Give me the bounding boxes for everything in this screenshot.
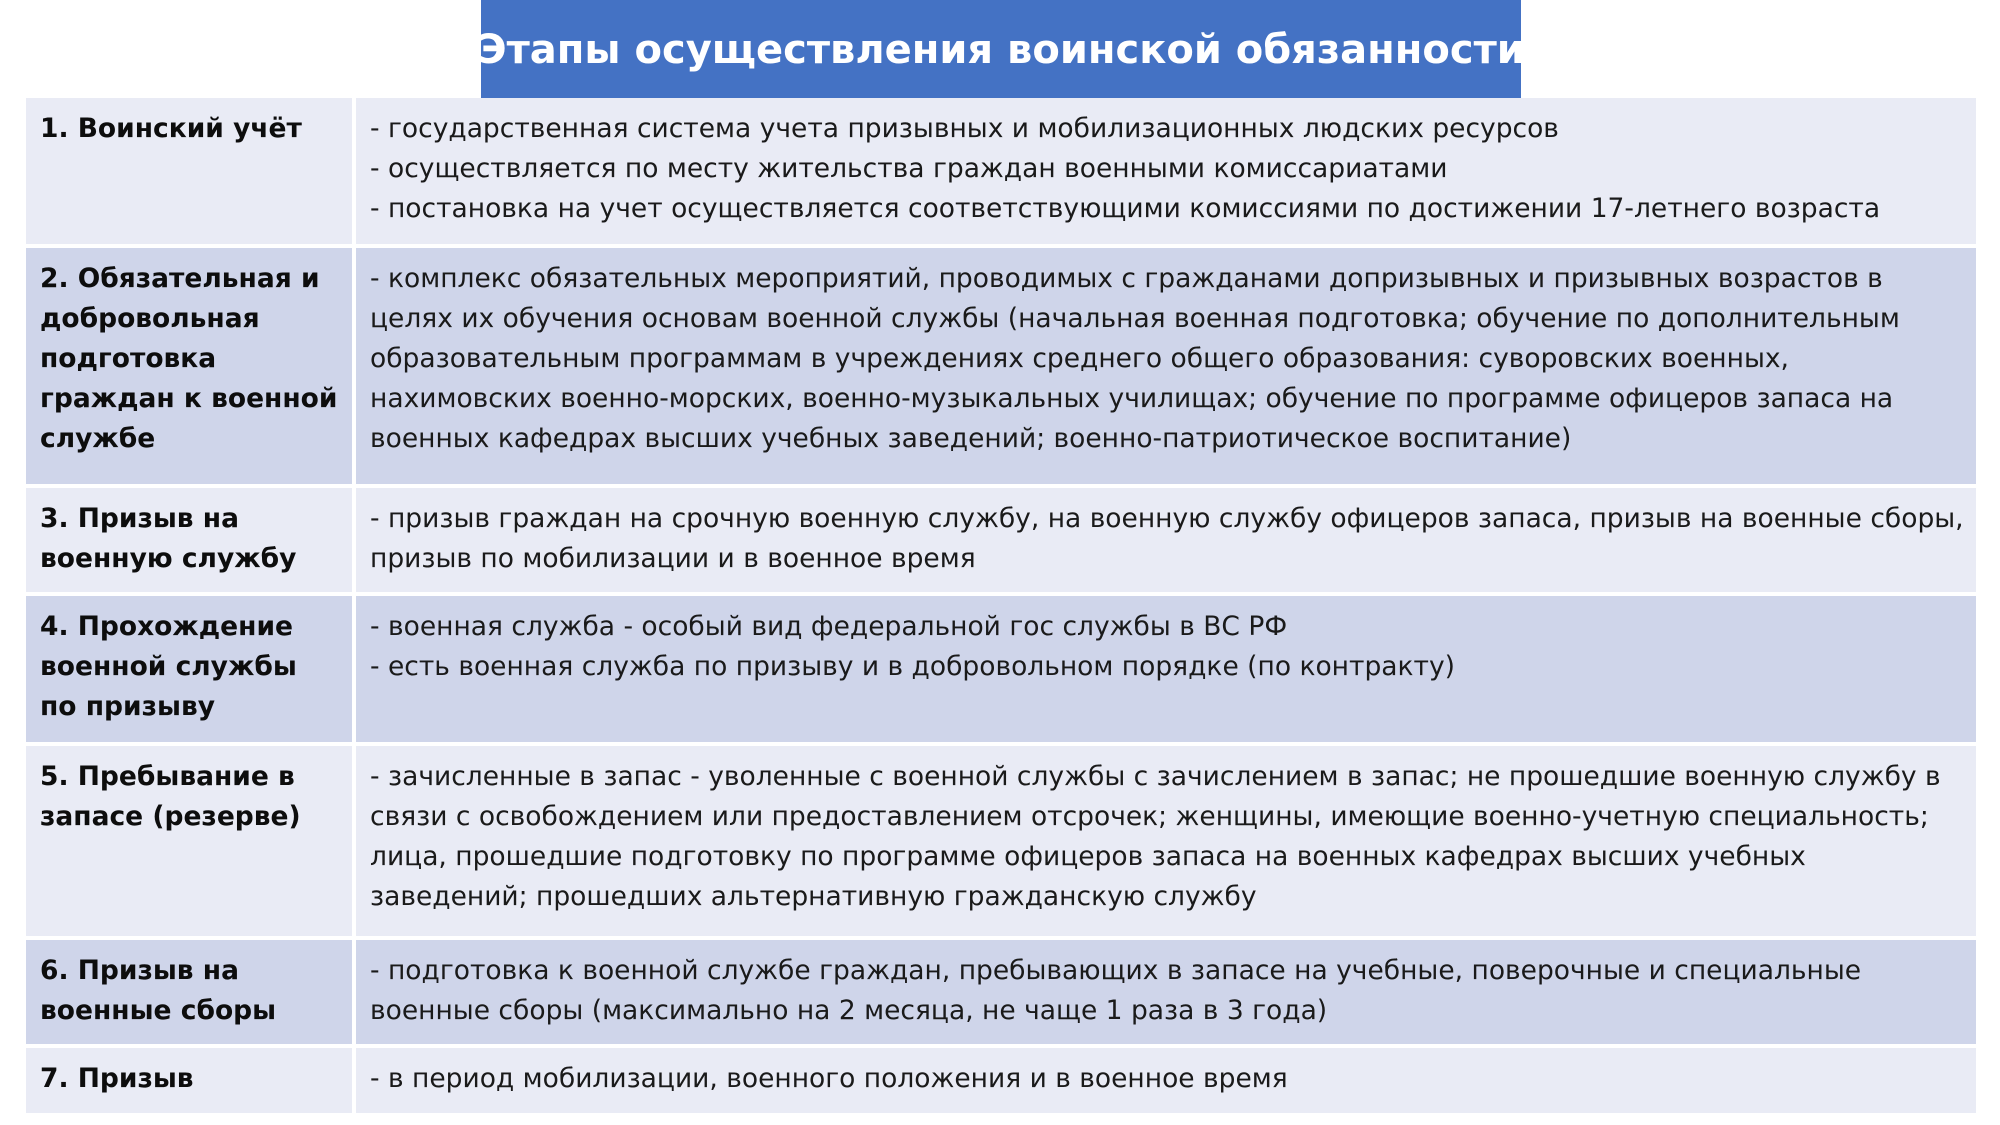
stage-name: 4. Прохождение военной службы по призыву [26,596,356,742]
description-text: - зачисленные в запас - уволенные с военной службы с зачислением в запас; не прошедшие военную службу в связи с освобождением или предоставлением отсрочек; женщины, имеющие военно-учетную специальность; лица, прошедшие подготовку по программе офицеров запаса на военных кафедрах высших учебных заведений; прошедших альтернативную гражданскую службу [370,761,1941,912]
stage-name: 1. Воинский учёт [26,98,356,244]
page-title: Этапы осуществления воинской обязанности [477,27,1525,73]
stage-name: 2. Обязательная и добровольная подготовка граждан к военной службе [26,248,356,484]
table-row [26,488,1976,596]
table-row [26,98,1976,248]
table-row [26,746,1976,940]
description-line: - осуществляется по месту жительства граждан военными комиссариатами [370,153,1448,184]
stage-description [356,1048,1976,1113]
table-row [26,940,1976,1048]
title-banner [477,0,1525,98]
stage-description [356,596,1976,742]
stage-description [356,98,1976,244]
stage-description [356,940,1976,1044]
table-row [26,248,1976,488]
stage-name: 6. Призыв на военные сборы [26,940,356,1044]
stage-name: 3. Призыв на военную службу [26,488,356,592]
description-line: - есть военная служба по призыву и в добровольном порядке (по контракту) [370,651,1455,682]
stage-description [356,248,1976,484]
stage-description [356,746,1976,936]
table-row [26,596,1976,746]
description-line: - военная служба - особый вид федеральной гос службы в ВС РФ [370,611,1288,642]
stages-table [26,98,1976,1113]
stage-description [356,488,1976,592]
description-line: - государственная система учета призывных и мобилизационных людских ресурсов [370,113,1559,144]
description-text: - призыв граждан на срочную военную службу, на военную службу офицеров запаса, призыв на военные сборы, призыв по мобилизации и в военное время [370,503,1964,574]
stage-name: 7. Призыв [26,1048,356,1113]
description-text: - комплекс обязательных мероприятий, проводимых с гражданами допризывных и призывных возрастов в целях их обучения основам военной службы (начальная военная подготовка; обучение по дополнительным образовательным программам в учреждениях среднего общего образования: суворовских военных, нахимовских военно-морских, военно-музыкальных училищах; обучение по программе офицеров запаса на военных кафедрах высших учебных заведений; военно-патриотическое воспитание) [370,263,1900,454]
table-row [26,1048,1976,1113]
description-line: - постановка на учет осуществляется соответствующими комиссиями по достижении 17-летнего возраста [370,193,1881,224]
description-text: - подготовка к военной службе граждан, пребывающих в запасе на учебные, поверочные и специальные военные сборы (максимально на 2 месяца, не чаще 1 раза в 3 года) [370,955,1862,1026]
stage-name: 5. Пребывание в запасе (резерве) [26,746,356,936]
description-text: - в период мобилизации, военного положения и в военное время [370,1063,1288,1094]
